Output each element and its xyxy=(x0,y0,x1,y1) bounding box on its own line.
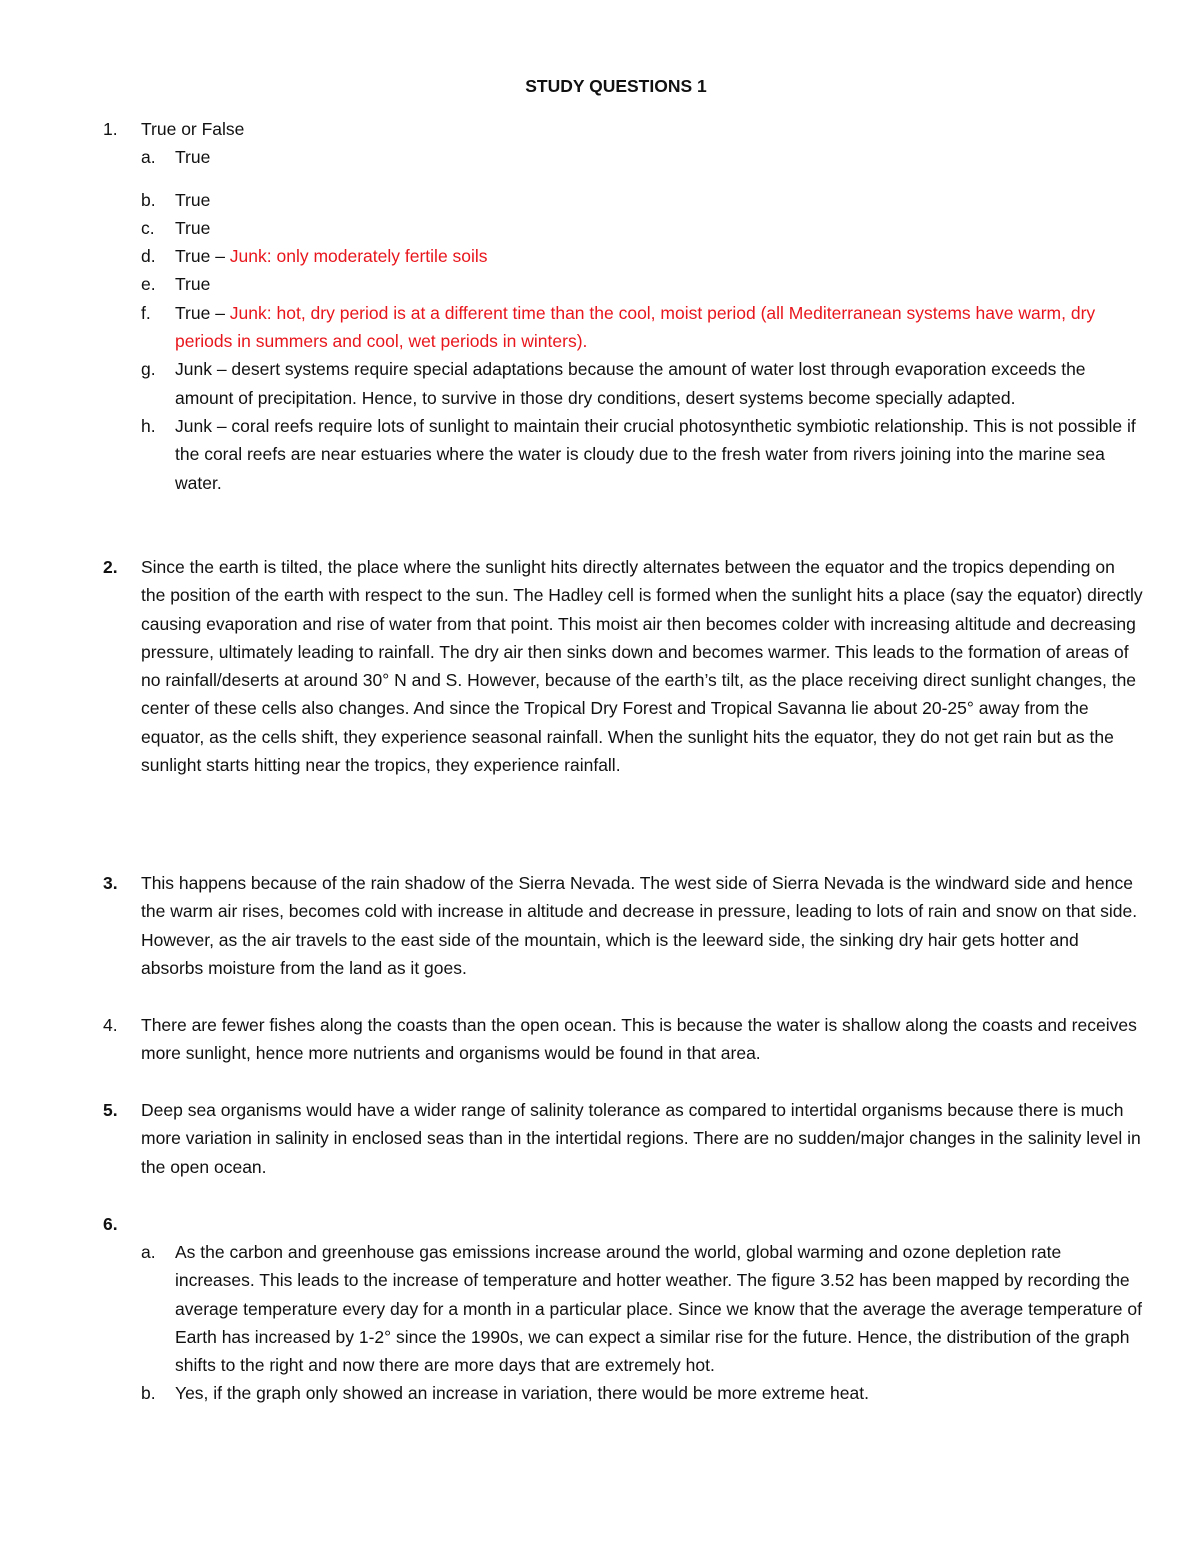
junk-note: Junk: hot, dry period is at a different time than the cool, moist period (all Mediterranean systems have warm, dry periods in summers and cool, wet periods in winters). xyxy=(175,302,1096,352)
list-item xyxy=(103,299,1143,356)
answer-text: There are fewer fishes along the coasts than the open ocean. This is because the water is shallow along the coasts and receives more sunlight, hence more nutrients and organisms would be found in that area. xyxy=(141,1015,1137,1064)
answer-text: Deep sea organisms would have a wider range of salinity tolerance as compared to intertidal organisms because there is much more variation in salinity in enclosed seas than in the intertidal regions. There are no sudden/major changes in the salinity level in the open ocean. xyxy=(141,1100,1141,1177)
question-text: True or False xyxy=(141,119,245,139)
item-letter: c. xyxy=(141,217,155,238)
item-text: Junk – coral reefs require lots of sunlight to maintain their crucial photosynthetic symbiotic relationship. This is not possible if the coral reefs are near estuaries where the water is cloudy due to the fresh water from rivers joining into the marine sea water. xyxy=(175,415,1136,493)
item-letter: b. xyxy=(141,189,156,210)
item-text: True xyxy=(175,274,211,295)
list-item xyxy=(103,143,1143,171)
list-item xyxy=(103,1379,1143,1407)
item-text: As the carbon and greenhouse gas emissions increase around the world, global warming and ozone depletion rate increases. This leads to the increase of temperature and hotter weather. The figure 3.52 has been mapped by recording the average temperature every day for a month in a particular place. Since we know that the average the average temperature of Earth has increased by 1-2° since the 1990s, we can expect a similar rise for the future. Hence, the distribution of the graph shifts to the right and now there are more days that are extremely hot. xyxy=(175,1242,1142,1376)
list-item xyxy=(103,412,1143,497)
item-text: Yes, if the graph only showed an increase in variation, there would be more extreme heat. xyxy=(175,1383,869,1404)
answer-text: This happens because of the rain shadow of the Sierra Nevada. The west side of Sierra Nevada is the windward side and hence the warm air rises, becomes cold with increase in altitude and decrease in pressure, leading to lots of rain and snow on that side. However, as the air travels to the east side of the mountain, which is the leeward side, the sinking dry hair gets hotter and absorbs moisture from the land as it goes. xyxy=(141,873,1138,978)
item-text: True xyxy=(175,217,211,238)
question-number: 6. xyxy=(103,1214,118,1234)
item-letter: a. xyxy=(141,1242,156,1262)
question-number: 2. xyxy=(103,557,118,577)
page-title: STUDY QUESTIONS 1 xyxy=(525,76,707,96)
item-letter: h. xyxy=(141,415,156,436)
item-text: Junk – desert systems require special adaptations because the amount of water lost through evaporation exceeds the amount of precipitation. Hence, to survive in those dry conditions, desert systems become specially adapted. xyxy=(175,359,1086,408)
junk-note: Junk: only moderately fertile soils xyxy=(229,246,488,267)
item-letter: a. xyxy=(141,147,156,168)
question-6 xyxy=(103,1210,1143,1408)
item-letter: b. xyxy=(141,1383,156,1404)
item-letter: e. xyxy=(141,274,156,295)
item-letter: g. xyxy=(141,359,156,380)
question-3 xyxy=(103,869,1143,982)
question-2 xyxy=(103,553,1143,779)
question-number: 3. xyxy=(103,873,118,893)
list-item xyxy=(103,186,1143,214)
list-item xyxy=(103,242,1143,270)
item-text: True xyxy=(175,147,211,168)
item-letter: d. xyxy=(141,246,156,267)
answer-text: Since the earth is tilted, the place where the sunlight hits directly alternates between the equator and the tropics depending on the position of the earth with respect to the sun. The Hadley cell is formed when the sunlight hits a place (say the equator) directly causing evaporation and rise of water from that point. This moist air then becomes colder with increasing altitude and decreasing pressure, ultimately leading to rainfall. The dry air then sinks down and becomes warmer. This leads to the formation of areas of no rainfall/deserts at around 30° N and S. However, because of the earth’s tilt, as the place receiving direct sunlight changes, the center of these cells also changes. And since the Tropical Dry Forest and Tropical Savanna lie about 20-25° away from the equator, as the cells shift, they experience seasonal rainfall. When the sunlight hits the equator, they do not get rain but as the sunlight starts hitting near the tropics, they experience rainfall. xyxy=(141,557,1143,776)
item-letter: f. xyxy=(141,302,151,323)
question-number: 1. xyxy=(103,119,118,139)
question-4 xyxy=(103,1011,1143,1068)
question-number: 5. xyxy=(103,1100,118,1120)
item-text: True – xyxy=(175,246,230,267)
list-item xyxy=(103,355,1143,412)
item-text: True – xyxy=(175,302,230,323)
item-text: True xyxy=(175,189,211,210)
question-5 xyxy=(103,1096,1143,1181)
list-item xyxy=(103,270,1143,298)
question-1 xyxy=(103,115,1143,497)
question-number: 4. xyxy=(103,1015,118,1035)
list-item xyxy=(103,214,1143,242)
list-item xyxy=(103,1238,1143,1379)
